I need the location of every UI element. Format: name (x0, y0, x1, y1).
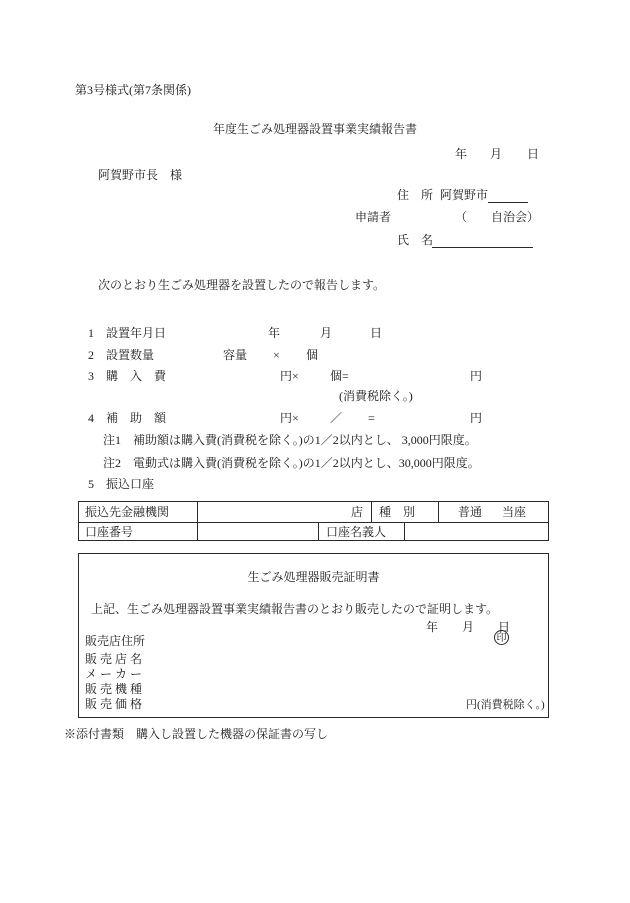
name-label: 氏 名 (397, 233, 434, 247)
account-type-label: 種 別 (379, 505, 416, 519)
date-year-label: 年 (455, 147, 468, 161)
price-tax-suffix: 円(消費税除く。) (466, 699, 545, 711)
account-number-label: 口座番号 (85, 525, 134, 539)
name-fill-line (432, 233, 533, 248)
addressee: 阿賀野市長 様 (98, 168, 183, 182)
tax-exclusion-note: (消費税除く。) (339, 389, 413, 403)
seller-address-label: 販売店住所 (85, 634, 146, 648)
model-label: 販 売 機 種 (85, 682, 143, 696)
date-day-label: 日 (527, 147, 540, 161)
form-number: 第3号様式(第7条関係) (75, 83, 191, 97)
maker-label: メ ー カ ー (85, 667, 143, 681)
item4-slash: ／ (330, 411, 343, 425)
item2-times-sign: × (273, 348, 280, 362)
institution-label: 振込先金融機関 (85, 505, 170, 519)
branch-suffix-label: 店 (351, 505, 364, 519)
certificate-title: 生ごみ処理器販売証明書 (247, 570, 380, 584)
attachment-note: ※添付書類 購入し設置した機器の保証書の写し (64, 727, 329, 741)
account-type-current: 当座 (502, 505, 527, 519)
item4-label: 補 助 額 (106, 411, 167, 425)
price-label: 販 売 価 格 (85, 697, 143, 711)
item1-month-label: 月 (320, 326, 333, 340)
item4-equals: = (368, 411, 375, 425)
certificate-date-month: 月 (462, 620, 475, 634)
item3-yen-times: 円× (280, 369, 299, 383)
address-city: 阿賀野市 (440, 188, 489, 202)
item3-yen-label: 円 (470, 369, 483, 383)
intro-sentence: 次のとおり生ごみ処理器を設置したので報告します。 (98, 278, 386, 292)
item5-label: 振込口座 (106, 477, 155, 491)
item2-number: 2 (88, 348, 94, 362)
address-fill-line (488, 188, 528, 203)
sales-certificate-box (78, 553, 549, 718)
page-title: 年度生ごみ処理器設置事業実績報告書 (213, 122, 418, 136)
date-month-label: 月 (490, 147, 503, 161)
table-row-divider (79, 522, 548, 523)
item3-label: 購 入 費 (106, 369, 167, 383)
address-label: 住 所 (397, 188, 434, 202)
account-holder-label: 口座名義人 (326, 525, 387, 539)
item2-unit-label: 個 (306, 348, 319, 362)
item1-year-label: 年 (268, 326, 281, 340)
item3-unit-equals: 個= (330, 369, 349, 383)
certificate-body: 上記、生ごみ処理器設置事業実績報告書のとおり販売したので証明します。 (91, 602, 499, 616)
item1-day-label: 日 (370, 326, 383, 340)
note1: 注1 補助額は購入費(消費税を除く。)の1／2以内とし、 3,000円限度。 (103, 433, 477, 447)
item1-label: 設置年月日 (106, 326, 167, 340)
seller-name-label: 販 売 店 名 (85, 652, 143, 666)
item2-label: 設置数量 (106, 348, 155, 362)
certificate-date-day: 日 (498, 620, 511, 634)
account-type-ordinary: 普通 (458, 505, 483, 519)
item4-yen-times: 円× (280, 411, 299, 425)
bank-account-table (78, 501, 549, 541)
applicant-label: 申請者 (355, 210, 392, 224)
certificate-date-year: 年 (426, 620, 439, 634)
item4-number: 4 (88, 411, 94, 425)
item3-number: 3 (88, 369, 94, 383)
association-paren: （ 自治会） (455, 210, 540, 224)
item1-number: 1 (88, 326, 94, 340)
note2: 注2 電動式は購入費(消費税を除く。)の1／2以内とし、30,000円限度。 (103, 456, 480, 470)
item2-capacity-label: 容量 (223, 348, 248, 362)
item4-yen-label: 円 (470, 411, 483, 425)
item5-number: 5 (88, 477, 94, 491)
seal-mark-icon: 印 (494, 630, 509, 645)
